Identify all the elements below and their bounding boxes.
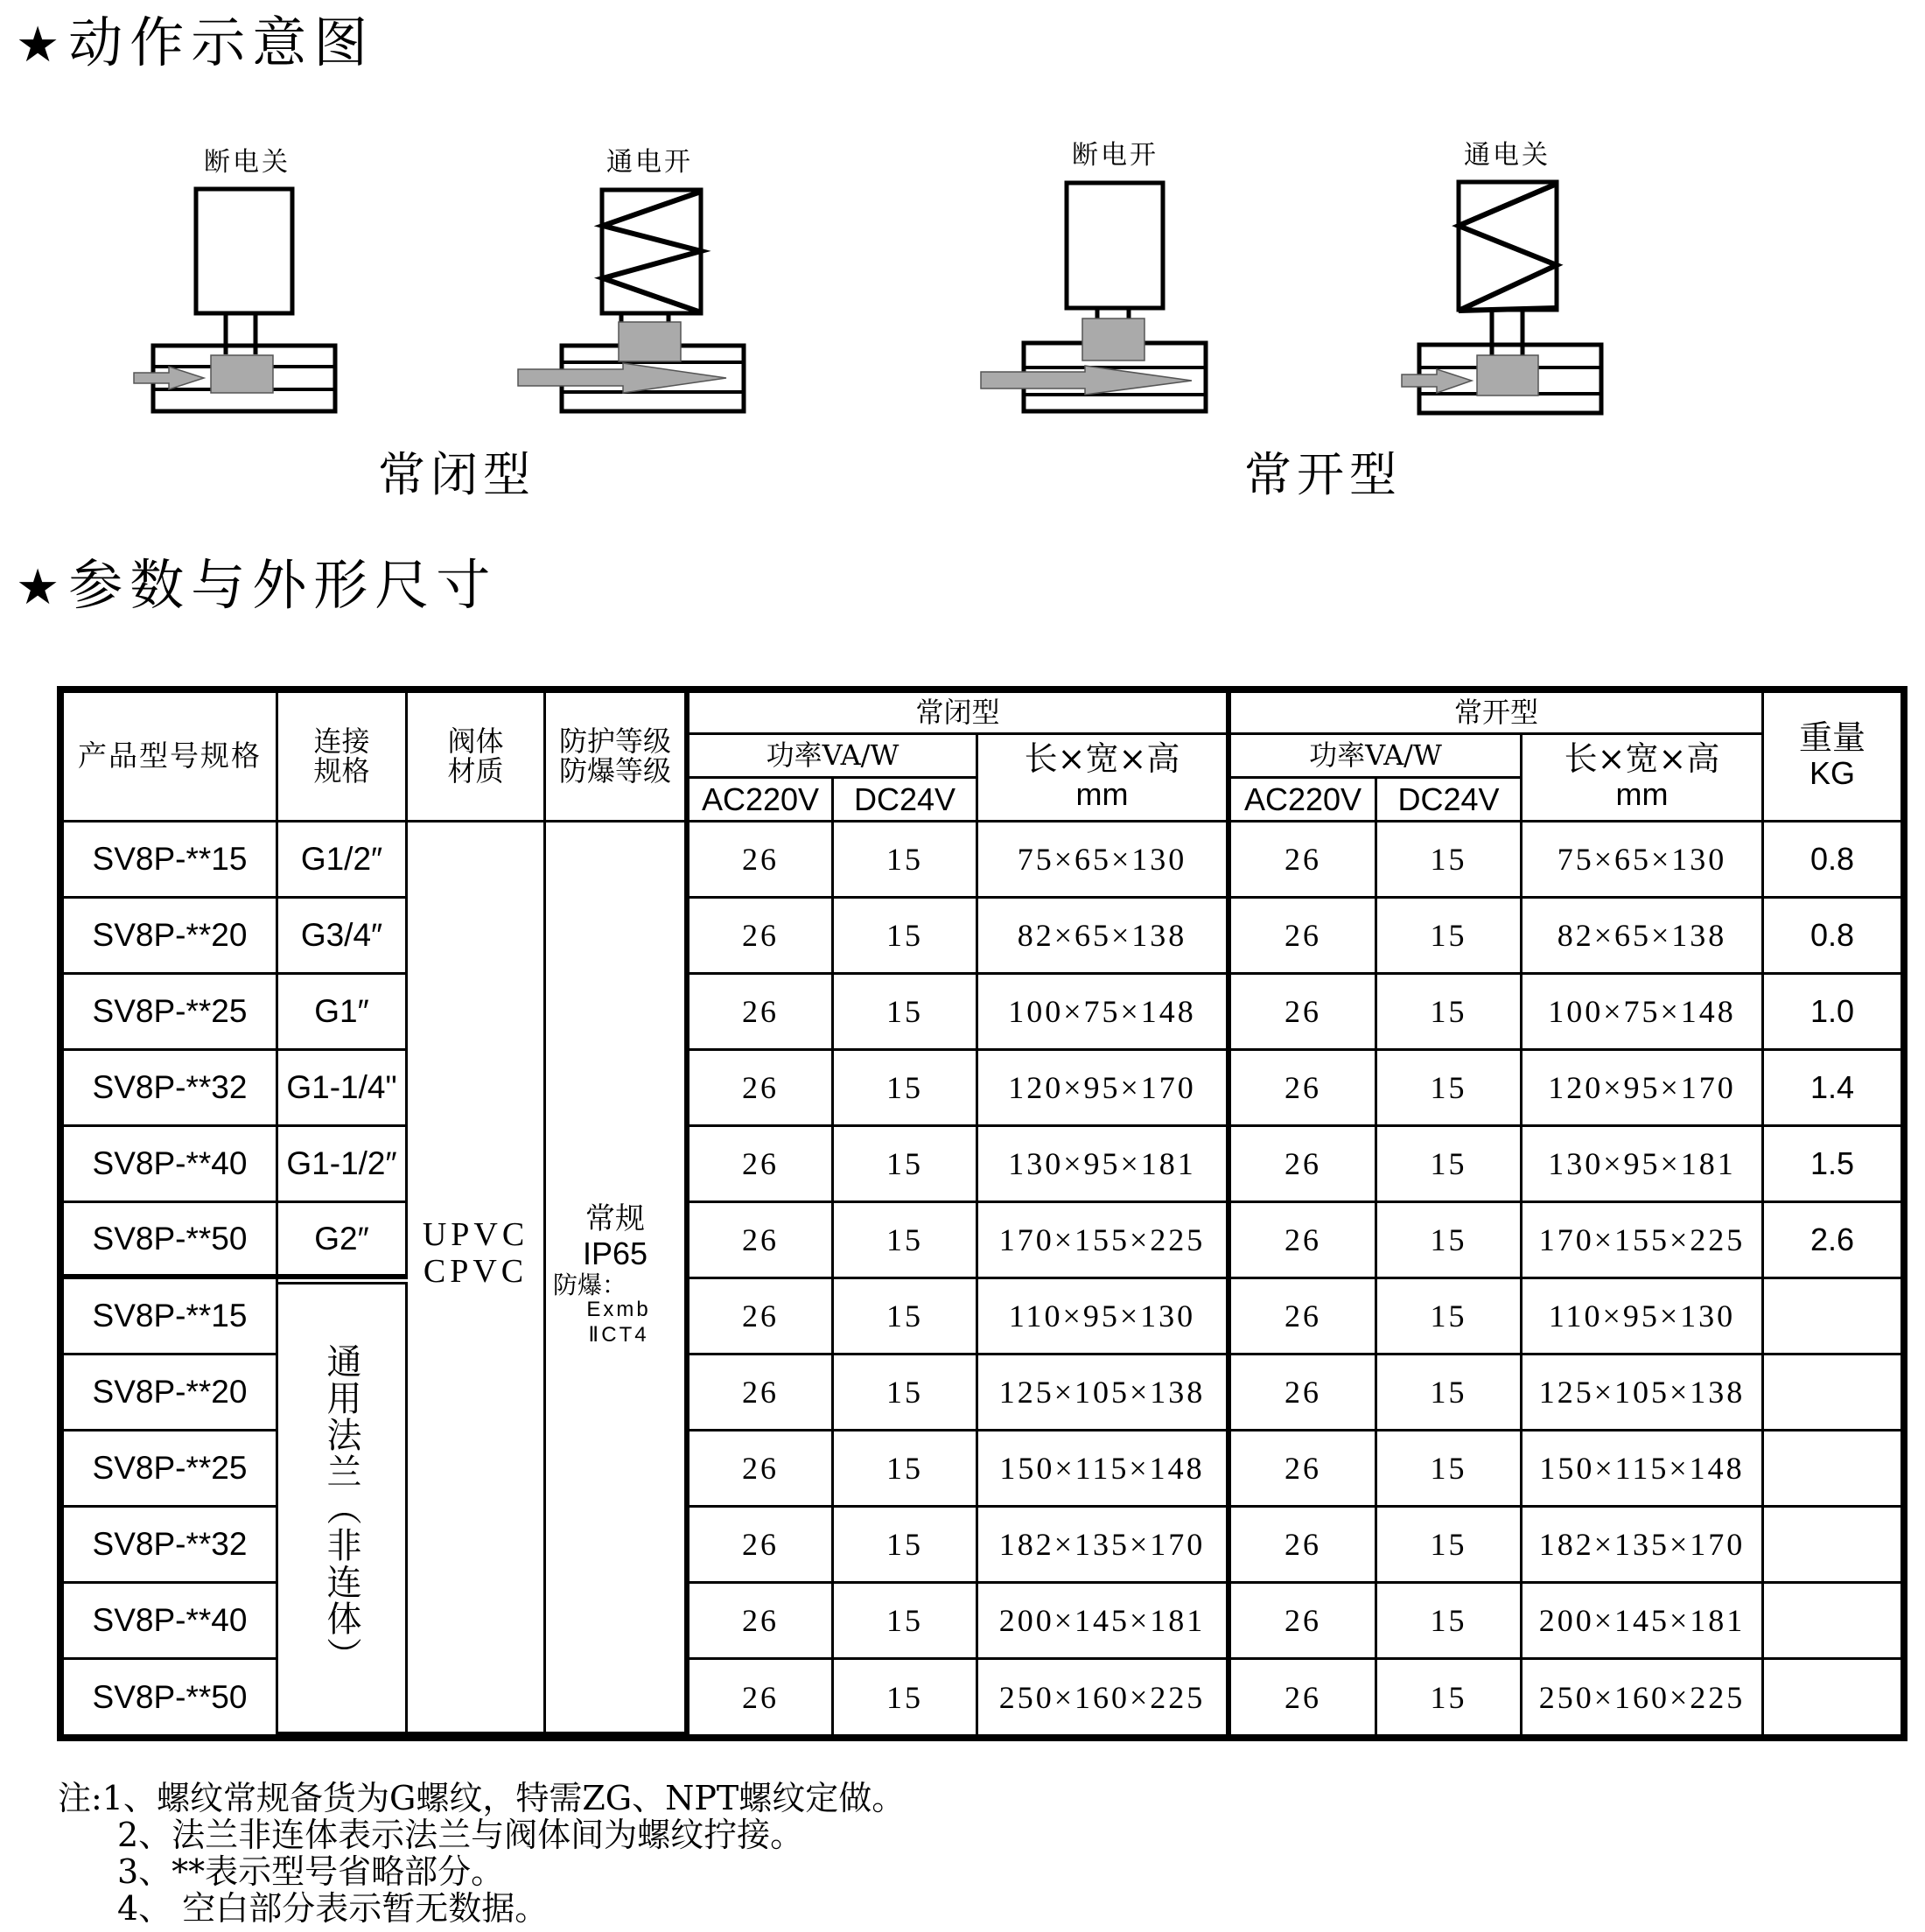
star-icon: ★ xyxy=(16,17,67,74)
header-connection xyxy=(278,693,408,822)
material-upvc: UPVC xyxy=(422,1216,529,1253)
header-nc-dims-l2: mm xyxy=(1075,776,1129,813)
note-1: 注:1、螺纹常规备货为G螺纹，特需ZG、NPT螺纹定做。 xyxy=(58,1779,906,1817)
connection-cell: G1-1/2″ xyxy=(278,1127,408,1203)
section-title-text: 参数与外形尺寸 xyxy=(68,553,498,617)
nc-ac-cell: 26 xyxy=(690,1203,834,1279)
no-dc-cell: 15 xyxy=(1377,975,1522,1051)
no-dims-cell: 100×75×148 xyxy=(1522,975,1764,1051)
no-ac-cell: 26 xyxy=(1231,1279,1377,1355)
protection-explosion-label: 防爆： xyxy=(553,1270,627,1299)
header-material-l2: 材质 xyxy=(447,753,504,788)
note-4: 4、 空白部分表示暂无数据。 xyxy=(117,1889,549,1928)
flange-connection-label: 通用法兰（非连体） xyxy=(321,1342,361,1674)
valve-diagram-no-on xyxy=(1402,182,1601,413)
weight-cell xyxy=(1764,1432,1900,1508)
weight-cell: 1.0 xyxy=(1764,975,1900,1051)
nc-dc-cell: 15 xyxy=(834,1660,978,1734)
header-protection-l2: 防爆等级 xyxy=(558,753,671,788)
no-ac-cell: 26 xyxy=(1231,1355,1377,1432)
connection-cell: G1/2″ xyxy=(278,822,408,899)
no-dc-cell: 15 xyxy=(1377,1584,1522,1660)
no-ac-cell: 26 xyxy=(1231,1127,1377,1203)
header-no-dims-l1: 长×宽×高 xyxy=(1564,738,1720,778)
nc-dims-cell: 125×105×138 xyxy=(978,1355,1231,1432)
connection-cell: G2″ xyxy=(278,1203,408,1279)
flange-connection-cell xyxy=(278,1282,408,1734)
valve-diagram-nc-off xyxy=(134,189,335,411)
nc-dc-cell: 15 xyxy=(834,1279,978,1355)
material-cpvc: CPVC xyxy=(423,1253,528,1290)
diagram-group-label-normally-open: 常开型 xyxy=(1244,447,1402,502)
plunger-icon xyxy=(619,322,681,361)
material-cell xyxy=(408,822,546,1734)
no-dc-cell: 15 xyxy=(1377,1508,1522,1584)
header-nc-dc: DC24V xyxy=(834,779,978,822)
no-dims-cell: 200×145×181 xyxy=(1522,1584,1764,1660)
header-nc-ac: AC220V xyxy=(690,779,834,822)
header-nc-power: 功率VA/W xyxy=(690,735,978,779)
nc-ac-cell: 26 xyxy=(690,822,834,899)
model-cell: SV8P-**20 xyxy=(64,899,278,975)
header-material-l1: 阀体 xyxy=(447,724,504,758)
no-dc-cell: 15 xyxy=(1377,899,1522,975)
no-ac-cell: 26 xyxy=(1231,1203,1377,1279)
no-ac-cell: 26 xyxy=(1231,1660,1377,1734)
nc-ac-cell: 26 xyxy=(690,1508,834,1584)
no-dc-cell: 15 xyxy=(1377,1051,1522,1127)
weight-cell xyxy=(1764,1584,1900,1660)
no-dims-cell: 120×95×170 xyxy=(1522,1051,1764,1127)
header-model: 产品型号规格 xyxy=(64,693,278,822)
nc-ac-cell: 26 xyxy=(690,1279,834,1355)
nc-dc-cell: 15 xyxy=(834,1051,978,1127)
nc-dims-cell: 100×75×148 xyxy=(978,975,1231,1051)
weight-cell: 1.4 xyxy=(1764,1051,1900,1127)
nc-ac-cell: 26 xyxy=(690,899,834,975)
nc-ac-cell: 26 xyxy=(690,1432,834,1508)
header-normally-closed: 常闭型 xyxy=(690,693,1231,735)
no-ac-cell: 26 xyxy=(1231,1051,1377,1127)
weight-cell xyxy=(1764,1279,1900,1355)
no-dims-cell: 82×65×138 xyxy=(1522,899,1764,975)
nc-dc-cell: 15 xyxy=(834,1432,978,1508)
weight-cell xyxy=(1764,1508,1900,1584)
model-cell: SV8P-**40 xyxy=(64,1127,278,1203)
protection-explosion-grade: Exmb ⅡCT4 xyxy=(586,1298,651,1348)
star-icon: ★ xyxy=(16,559,67,616)
protection-ip65: IP65 xyxy=(582,1235,648,1271)
nc-dims-cell: 200×145×181 xyxy=(978,1584,1231,1660)
section-title-parameters xyxy=(16,553,498,617)
nc-dims-cell: 120×95×170 xyxy=(978,1051,1231,1127)
nc-ac-cell: 26 xyxy=(690,1051,834,1127)
header-normally-open: 常开型 xyxy=(1231,693,1764,735)
protection-cell xyxy=(546,822,690,1734)
nc-ac-cell: 26 xyxy=(690,975,834,1051)
no-ac-cell: 26 xyxy=(1231,1508,1377,1584)
nc-dims-cell: 250×160×225 xyxy=(978,1660,1231,1734)
header-no-ac: AC220V xyxy=(1231,779,1377,822)
model-cell: SV8P-**20 xyxy=(64,1355,278,1432)
header-protection xyxy=(546,693,690,822)
plunger-icon xyxy=(211,355,273,393)
notes xyxy=(58,1780,905,1927)
header-nc-dims-l1: 长×宽×高 xyxy=(1024,738,1180,778)
header-material xyxy=(408,693,546,822)
connection-cell: G3/4″ xyxy=(278,899,408,975)
no-dc-cell: 15 xyxy=(1377,1432,1522,1508)
header-nc-dims xyxy=(978,735,1231,822)
header-connection-l1: 连接 xyxy=(313,724,370,758)
plunger-icon xyxy=(1082,318,1144,360)
model-cell: SV8P-**50 xyxy=(64,1660,278,1734)
nc-dc-cell: 15 xyxy=(834,899,978,975)
header-no-power: 功率VA/W xyxy=(1231,735,1522,779)
model-cell: SV8P-**15 xyxy=(64,822,278,899)
header-no-dc: DC24V xyxy=(1377,779,1522,822)
model-cell: SV8P-**50 xyxy=(64,1203,278,1279)
nc-ac-cell: 26 xyxy=(690,1660,834,1734)
model-cell: SV8P-**15 xyxy=(64,1279,278,1355)
spec-table xyxy=(57,686,1908,1741)
model-cell: SV8P-**40 xyxy=(64,1584,278,1660)
note-2: 2、法兰非连体表示法兰与阀体间为螺纹拧接。 xyxy=(117,1816,804,1854)
no-dc-cell: 15 xyxy=(1377,1203,1522,1279)
header-no-dims-l2: mm xyxy=(1615,776,1669,813)
weight-cell: 0.8 xyxy=(1764,899,1900,975)
nc-dims-cell: 110×95×130 xyxy=(978,1279,1231,1355)
nc-dims-cell: 170×155×225 xyxy=(978,1203,1231,1279)
no-ac-cell: 26 xyxy=(1231,1432,1377,1508)
diagram-label-no-off: 断电开 xyxy=(1072,140,1158,171)
no-dims-cell: 250×160×225 xyxy=(1522,1660,1764,1734)
nc-dc-cell: 15 xyxy=(834,1203,978,1279)
header-no-dims xyxy=(1522,735,1764,822)
no-dims-cell: 130×95×181 xyxy=(1522,1127,1764,1203)
nc-dc-cell: 15 xyxy=(834,1508,978,1584)
flow-arrow-icon xyxy=(1402,369,1472,393)
nc-dc-cell: 15 xyxy=(834,1584,978,1660)
no-ac-cell: 26 xyxy=(1231,975,1377,1051)
weight-cell: 1.5 xyxy=(1764,1127,1900,1203)
weight-cell xyxy=(1764,1355,1900,1432)
nc-dc-cell: 15 xyxy=(834,1127,978,1203)
no-ac-cell: 26 xyxy=(1231,1584,1377,1660)
nc-dims-cell: 130×95×181 xyxy=(978,1127,1231,1203)
weight-cell: 0.8 xyxy=(1764,822,1900,899)
connection-cell: G1-1/4" xyxy=(278,1051,408,1127)
weight-cell xyxy=(1764,1660,1900,1734)
nc-ac-cell: 26 xyxy=(690,1127,834,1203)
nc-dc-cell: 15 xyxy=(834,1355,978,1432)
valve-action-diagrams xyxy=(0,0,1925,525)
weight-cell: 2.6 xyxy=(1764,1203,1900,1279)
nc-dims-cell: 75×65×130 xyxy=(978,822,1231,899)
connection-cell: G1″ xyxy=(278,975,408,1051)
header-protection-l1: 防护等级 xyxy=(558,724,671,758)
protection-normal: 常规 xyxy=(585,1201,645,1236)
valve-diagram-nc-on xyxy=(518,190,744,411)
nc-dims-cell: 150×115×148 xyxy=(978,1432,1231,1508)
no-dc-cell: 15 xyxy=(1377,1279,1522,1355)
no-dims-cell: 182×135×170 xyxy=(1522,1508,1764,1584)
no-ac-cell: 26 xyxy=(1231,822,1377,899)
header-connection-l2: 规格 xyxy=(313,753,370,788)
valve-diagram-no-off xyxy=(981,183,1206,411)
diagram-label-nc-on: 通电开 xyxy=(606,147,693,178)
header-weight-l1: 重量 xyxy=(1798,718,1866,757)
plunger-icon xyxy=(1477,355,1538,396)
diagram-label-nc-off: 断电关 xyxy=(204,147,290,178)
nc-ac-cell: 26 xyxy=(690,1355,834,1432)
model-cell: SV8P-**25 xyxy=(64,1432,278,1508)
no-dc-cell: 15 xyxy=(1377,1127,1522,1203)
model-cell: SV8P-**32 xyxy=(64,1051,278,1127)
flow-arrow-icon xyxy=(134,367,204,389)
nc-dc-cell: 15 xyxy=(834,975,978,1051)
nc-dims-cell: 182×135×170 xyxy=(978,1508,1231,1584)
no-dims-cell: 125×105×138 xyxy=(1522,1355,1764,1432)
nc-ac-cell: 26 xyxy=(690,1584,834,1660)
flow-arrow-icon xyxy=(981,366,1192,395)
model-cell: SV8P-**25 xyxy=(64,975,278,1051)
model-cell: SV8P-**32 xyxy=(64,1508,278,1584)
no-dims-cell: 110×95×130 xyxy=(1522,1279,1764,1355)
no-dc-cell: 15 xyxy=(1377,1660,1522,1734)
flow-arrow-icon xyxy=(518,363,726,393)
note-3: 3、**表示型号省略部分。 xyxy=(117,1852,505,1891)
header-weight-l2: KG xyxy=(1809,755,1855,792)
nc-dc-cell: 15 xyxy=(834,822,978,899)
no-dc-cell: 15 xyxy=(1377,1355,1522,1432)
no-dims-cell: 150×115×148 xyxy=(1522,1432,1764,1508)
no-dims-cell: 75×65×130 xyxy=(1522,822,1764,899)
no-dims-cell: 170×155×225 xyxy=(1522,1203,1764,1279)
no-ac-cell: 26 xyxy=(1231,899,1377,975)
nc-dims-cell: 82×65×138 xyxy=(978,899,1231,975)
header-weight xyxy=(1764,693,1900,822)
diagram-label-no-on: 通电关 xyxy=(1464,140,1550,171)
section-title-text: 动作示意图 xyxy=(68,10,375,74)
diagram-group-label-normally-closed: 常闭型 xyxy=(378,447,536,502)
no-dc-cell: 15 xyxy=(1377,822,1522,899)
